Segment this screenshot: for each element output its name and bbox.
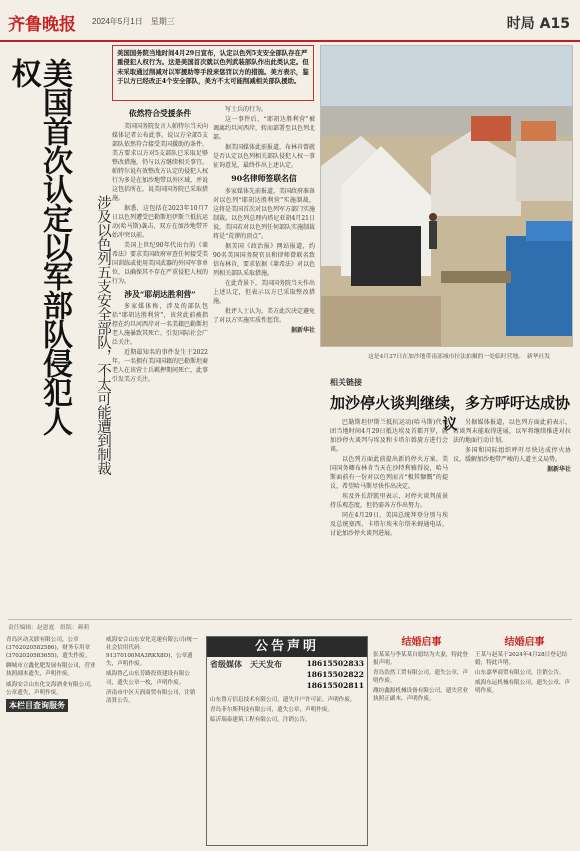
photo-caption: 这是4月27日在加沙地带南部城市拉法拍摄的一处临时营地。 新华社发 bbox=[368, 354, 551, 360]
article-paragraph: 多国和国际组织呼吁尽快达成停火协议，缓解加沙地带严峻的人道主义局势。 bbox=[453, 447, 571, 463]
ad-item: 聊城市立鑫化肥发展有限公司，营业执照副本遗失，声明作废。 bbox=[6, 663, 96, 678]
ad-item: 青岛浩然工贸有限公司，遗失公章，声明作废。 bbox=[373, 669, 469, 684]
article-paragraph: 据美国《政治报》网站报道，约90名美国国务院官员和律师曾联名致信布林肯，要求依据《莱希法》对以色列相关部队采取措施。 bbox=[213, 242, 315, 277]
ad-item: 威海鲁乙山东芳路投资建设有限公司，遗失公章一枚，声明作废。 bbox=[106, 671, 190, 686]
article-column-1 bbox=[112, 105, 208, 615]
section-heading: 90名律师签联名信 bbox=[231, 174, 297, 183]
ad-heading: 结婚启事 bbox=[401, 637, 442, 648]
ad-item: 济南市中区天润商贸有限公司，注销清算公告。 bbox=[106, 689, 196, 704]
ad-column-2 bbox=[106, 636, 201, 846]
masthead bbox=[0, 0, 580, 42]
article-paragraph: 写士兵的行为。 bbox=[225, 106, 268, 113]
article-paragraph: 近期最知名的事件发生于2022年，一名拥有美国国籍的巴勒斯坦裔老人在该营士兵羁押期间死亡，此事引发美方关注。 bbox=[112, 349, 208, 384]
ad-item: 青岛菲尔斯科技有限公司，遗失公章，声明作废。 bbox=[210, 706, 334, 713]
related-tag: 相关链接 bbox=[330, 377, 362, 387]
phone-number: 18615502822 bbox=[306, 669, 364, 679]
article-paragraph: 据悉，这包括在2023年10月7日以色列遭受巴勒斯坦伊斯兰抵抗运动(哈马斯)袭击、双方在加沙地带开始冲突以前。 bbox=[112, 204, 208, 239]
article-paragraph: 在此背景下，美国国务院当天作出上述认定，但表示以方已采取整改措施。 bbox=[213, 279, 315, 305]
ad-item: 威海安合山东安化竞速有限公司(统一社会信用代码：91370100MA3RKX8D)，公章遗失，声明作废。 bbox=[106, 637, 198, 668]
article-paragraph: 多家媒体先前报道，美国政府准备对以色列“耶胡达胜利营”实施制裁，这将是美国首次对以色列军方部门实施制裁。以色列总理内塔尼亚胡4月21日说，美国若对以色列任何部队实施制裁将是“荒谬的顶点”。 bbox=[213, 187, 315, 240]
article-paragraph: 同在4月29日，美国总统拜登分别与埃及总统塞西、卡塔尔埃米尔塔米姆通电话，讨论加沙停火谈判进展。 bbox=[330, 512, 448, 537]
camp-photo-illustration bbox=[321, 46, 573, 347]
related-column-1 bbox=[330, 418, 448, 613]
issue-date: 2024年5月1日 星期三 bbox=[92, 17, 175, 26]
article-paragraph: 埃及外长舒凯里表示，对停火谈判前景持乐观态度，但仍需各方作出努力。 bbox=[330, 493, 448, 509]
lead-paragraph: 美国国务院当地时间4月29日宣布，认定以色列5支安全部队存在严重侵犯人权行为。这是美国首次就以色列武装部队作出此类认定。但未采取通过削减对以军援助等手段来惩罚以方的措施。美方表示，鉴于以方已经改正4个安全部队，美方不太可能削减相关部队援助。 bbox=[112, 45, 314, 101]
newspaper-logo: 齐鲁晚报 bbox=[8, 15, 76, 35]
phone-number: 18615502811 bbox=[306, 680, 364, 690]
article-paragraph: 据美国媒体此前报道，布林肯曾就是否认定以色列相关部队侵犯人权一事征询意见，最终作出上述认定。 bbox=[213, 144, 315, 169]
section-heading: 涉及“耶胡达胜利营” bbox=[124, 289, 196, 299]
ad-item: 王某与赵某于2024年4月28日登记结婚，特此声明。 bbox=[475, 651, 568, 666]
news-photo bbox=[320, 45, 573, 347]
ad-item: 临沂瑞泰建筑工程有限公司，注销公告。 bbox=[210, 716, 311, 723]
ad-column-1 bbox=[6, 636, 101, 846]
related-title: 加沙停火谈判继续，多方呼吁达成协议 bbox=[330, 394, 571, 433]
ad-item: 张某某与李某某自愿结为夫妻，特此登报声明。 bbox=[373, 651, 469, 666]
article-paragraph: 另据媒体报道，以色列方面此前表示，若谈判未能取得进展，以军将继续推进对拉法的地面行动计划。 bbox=[453, 419, 571, 444]
ad-item: 威海安合山东化交海酒业有限公司，公章遗失，声明作废。 bbox=[6, 681, 96, 696]
article-paragraph: 多家媒体称，涉及的部队包括“耶胡达胜利营”，该营此前被指控在约旦河西岸对一名美籍巴勒斯坦老人施暴致其死亡，引发国际社会广泛关注。 bbox=[112, 303, 208, 347]
notice-title: 公告声明 bbox=[207, 637, 367, 657]
ad-item: 威海东运机械有限公司，遗失公章，声明作废。 bbox=[475, 679, 571, 694]
article-paragraph: 巴勒斯坦伊斯兰抵抗运动(哈马斯)代表团当地时间4月29日抵达埃及首都开罗，就加沙停火谈判与埃及和卡塔尔斡旋方进行会谈。 bbox=[330, 419, 448, 453]
article-paragraph: 批评人士认为，美方此次决定避免了对以方实施实质性惩罚。 bbox=[213, 307, 315, 324]
article-paragraph: 以色列方面此前提出新的停火方案。美国国务卿布林肯当天在沙特利雅得说，哈马斯面前有一份对以色列而言“极其慷慨”的提议，希望哈马斯尽快作出决定。 bbox=[330, 456, 448, 490]
ad-column-4 bbox=[373, 636, 470, 846]
article-paragraph: 这一事件后，“耶胡达胜利营”被调离约旦河西岸，转而部署至以色列北部。 bbox=[213, 116, 315, 141]
ad-item: 山东鲁万信息技术有限公司，遗失开户许可证，声明作废。 bbox=[210, 696, 356, 703]
article-paragraph: 美国上世纪90年代出台的《莱希法》要求美国政府审查任何接受美国训练或使用美国武器的外国军事单位，以确保其不存在严重侵犯人权的行为。 bbox=[112, 241, 208, 285]
article-column-2 bbox=[213, 105, 315, 615]
ad-column-5 bbox=[475, 636, 574, 846]
ad-item: 潍坊鑫源机械设备有限公司，遗失营业执照正副本，声明作废。 bbox=[373, 687, 469, 703]
ad-heading: 本栏目查询服务 bbox=[6, 699, 68, 713]
phone-number: 18615502833 bbox=[306, 659, 364, 668]
ad-heading: 结婚启事 bbox=[504, 637, 545, 648]
related-column-2 bbox=[453, 418, 571, 613]
byline: 据新华社 bbox=[546, 466, 571, 473]
byline: 据新华社 bbox=[290, 326, 315, 334]
notice-box bbox=[206, 636, 368, 846]
editor-credit: 责任编辑：赵恩霆 组版：颜莉 bbox=[8, 619, 572, 629]
ad-item: 山东嘉华商贸有限公司，注销公告。 bbox=[475, 669, 565, 676]
article-paragraph: 美国国务院发言人帕特尔当天向媒体记者公布此事。说以方全部5支部队依然符合接受美国援助的条件，美方要求以方对5支部队已采取足够整改措施，仍与以方继续相关事宜。帕特尔说有效整改方认定的侵犯人权行为多是在加沙地带以外区域，并说这包括所在，说美国国务院已采取措施。 bbox=[112, 122, 208, 202]
classified-ads bbox=[0, 630, 580, 851]
section-heading: 依然符合受援条件 bbox=[128, 109, 192, 118]
main-headline: 美国首次认定以军部队侵犯人权 bbox=[5, 58, 72, 435]
ad-item: 青岛区动关联有限公司，公章(3702020582586)，财务专用章(3702020583655)，遗失作废。 bbox=[6, 637, 91, 660]
sub-headline: 涉及以色列五支安全部队，不太可能遭到制裁 bbox=[95, 195, 111, 475]
section-label: 时局 A15 bbox=[506, 16, 570, 32]
notice-subtitle: 省级媒体 天天发布 bbox=[210, 659, 282, 669]
